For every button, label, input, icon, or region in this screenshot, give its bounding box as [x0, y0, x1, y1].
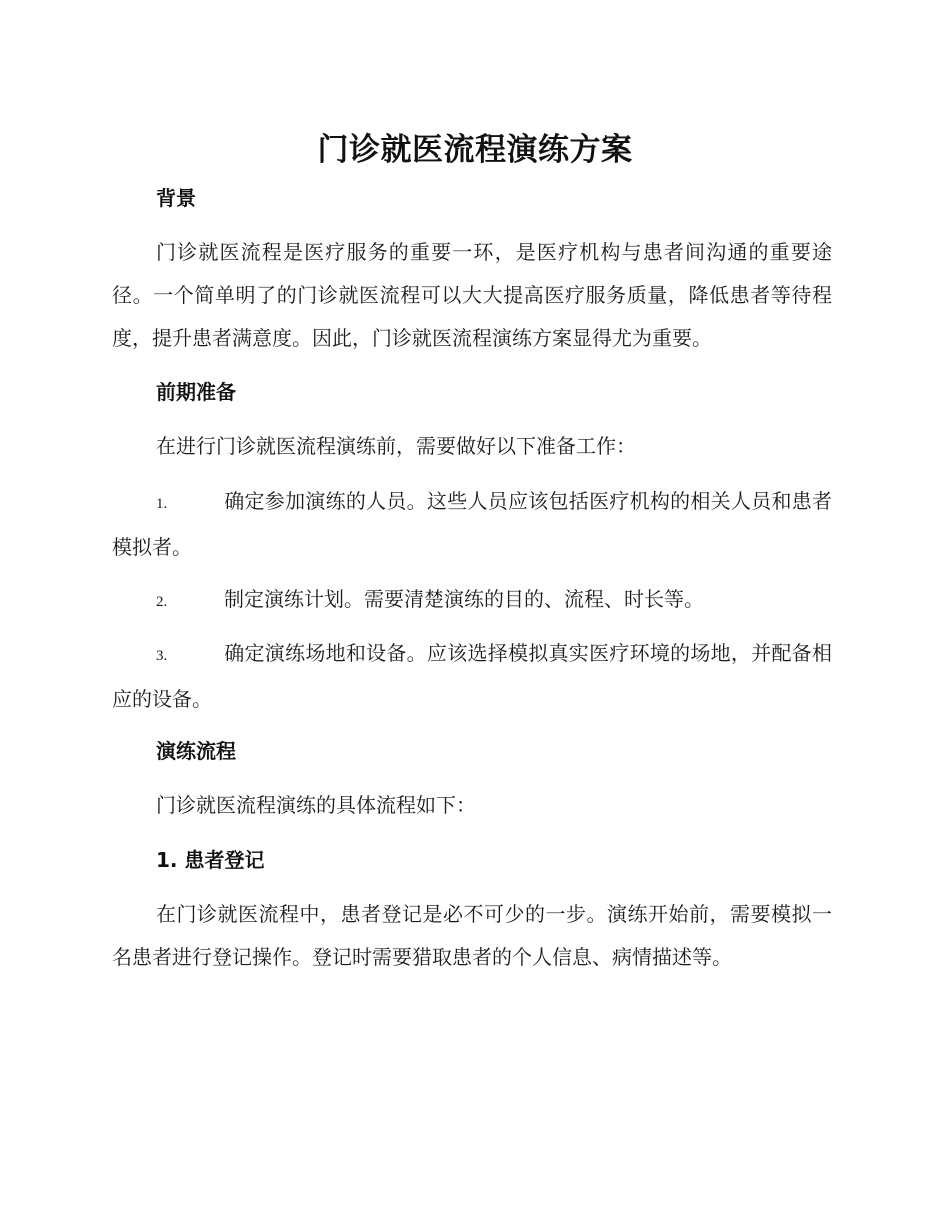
- list-item-number: 3.: [156, 648, 168, 664]
- section-heading-background: 背景: [156, 186, 196, 210]
- list-item-number: 1.: [156, 496, 168, 512]
- list-item: [112, 578, 832, 624]
- list-item-text: 确定演练场地和设备。应该选择模拟真实医疗环境的场地，并配备相应的设备。: [112, 641, 832, 711]
- list-item-text: 确定参加演练的人员。这些人员应该包括医疗机构的相关人员和患者模拟者。: [112, 489, 832, 559]
- section-heading-process: 演练流程: [156, 739, 236, 763]
- registration-paragraph: 在门诊就医流程中，患者登记是必不可少的一步。演练开始前，需要模拟一名患者进行登记操作。登记时需要猎取患者的个人信息、病情描述等。: [112, 902, 832, 969]
- section-heading-preparation: 前期准备: [156, 380, 236, 404]
- list-item: [112, 480, 832, 569]
- background-paragraph: 门诊就医流程是医疗服务的重要一环，是医疗机构与患者间沟通的重要途径。一个简单明了的门诊就医流程可以大大提高医疗服务质量，降低患者等待程度，提升患者满意度。因此，门诊就医流程演练方案显得尤为重要。: [112, 240, 832, 350]
- list-item-text: 制定演练计划。需要清楚演练的目的、流程、时长等。: [224, 587, 704, 611]
- list-item-number: 2.: [156, 594, 168, 610]
- list-item: [112, 632, 832, 721]
- document-title: 门诊就医流程演练方案: [317, 132, 633, 168]
- preparation-intro: 在进行门诊就医流程演练前，需要做好以下准备工作：: [156, 434, 636, 458]
- subsection-heading-registration: 1. 患者登记: [156, 848, 265, 872]
- process-intro: 门诊就医流程演练的具体流程如下：: [156, 793, 476, 817]
